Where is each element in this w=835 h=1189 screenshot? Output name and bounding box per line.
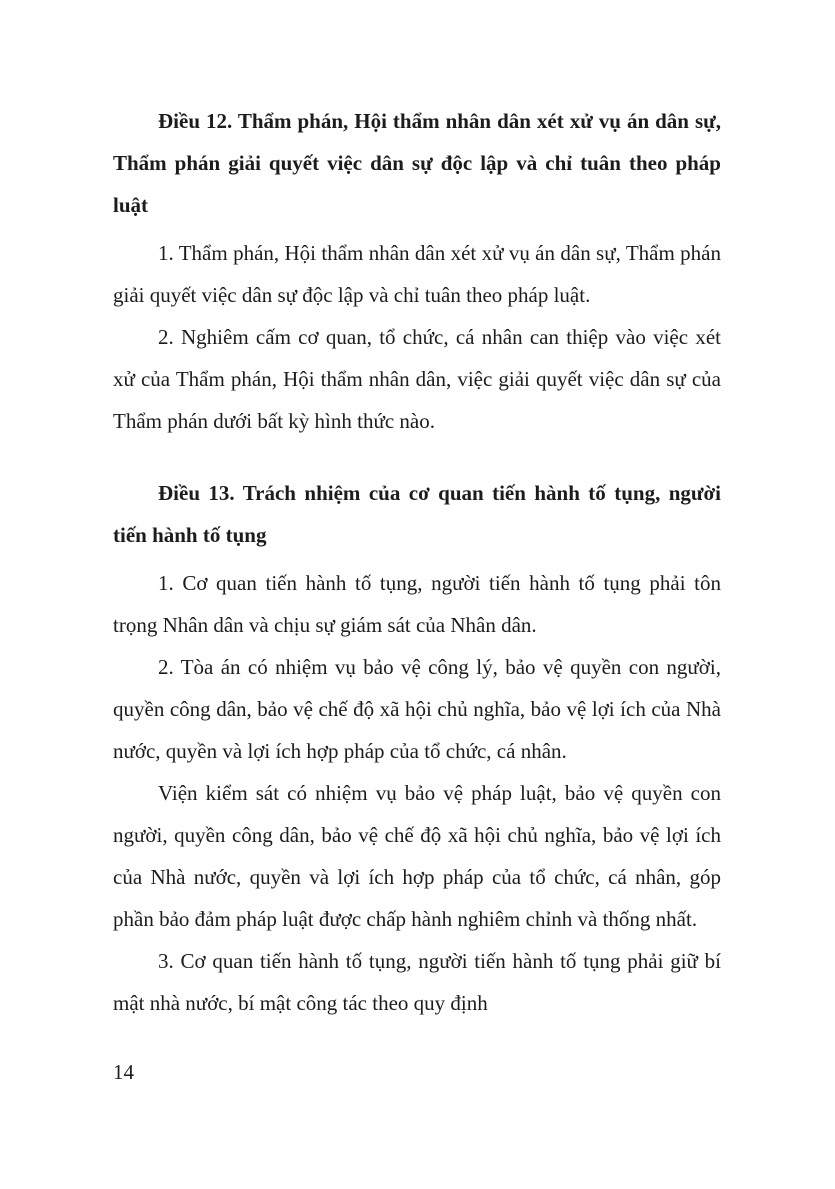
article-12-paragraph-2: 2. Nghiêm cấm cơ quan, tổ chức, cá nhân can thiệp vào việc xét xử của Thẩm phán, Hội thẩm nhân dân, việc giải quyết việc dân sự của Thẩm phán dưới bất kỳ hình thức nào.	[113, 325, 721, 433]
article-12-paragraph-1: 1. Thẩm phán, Hội thẩm nhân dân xét xử vụ án dân sự, Thẩm phán giải quyết việc dân sự độc lập và chỉ tuân theo pháp luật.	[113, 241, 721, 307]
page-number: 14	[113, 1060, 134, 1084]
page-content	[113, 100, 721, 1024]
article-12	[113, 100, 721, 442]
article-13-heading: Điều 13. Trách nhiệm của cơ quan tiến hành tố tụng, người tiến hành tố tụng	[113, 481, 721, 547]
article-13-paragraph-3: Viện kiểm sát có nhiệm vụ bảo vệ pháp luật, bảo vệ quyền con người, quyền công dân, bảo vệ chế độ xã hội chủ nghĩa, bảo vệ lợi ích của Nhà nước, quyền và lợi ích hợp pháp của tổ chức, cá nhân, góp phần bảo đảm pháp luật được chấp hành nghiêm chỉnh và thống nhất.	[113, 781, 721, 931]
article-13-paragraph-1: 1. Cơ quan tiến hành tố tụng, người tiến hành tố tụng phải tôn trọng Nhân dân và chịu sự giám sát của Nhân dân.	[113, 571, 721, 637]
article-12-heading: Điều 12. Thẩm phán, Hội thẩm nhân dân xét xử vụ án dân sự, Thẩm phán giải quyết việc dân sự độc lập và chỉ tuân theo pháp luật	[113, 109, 721, 217]
article-13-paragraph-2: 2. Tòa án có nhiệm vụ bảo vệ công lý, bảo vệ quyền con người, quyền công dân, bảo vệ chế độ xã hội chủ nghĩa, bảo vệ lợi ích của Nhà nước, quyền và lợi ích hợp pháp của tổ chức, cá nhân.	[113, 655, 721, 763]
article-13-paragraph-4: 3. Cơ quan tiến hành tố tụng, người tiến hành tố tụng phải giữ bí mật nhà nước, bí mật công tác theo quy định	[113, 949, 721, 1015]
article-13	[113, 472, 721, 1024]
